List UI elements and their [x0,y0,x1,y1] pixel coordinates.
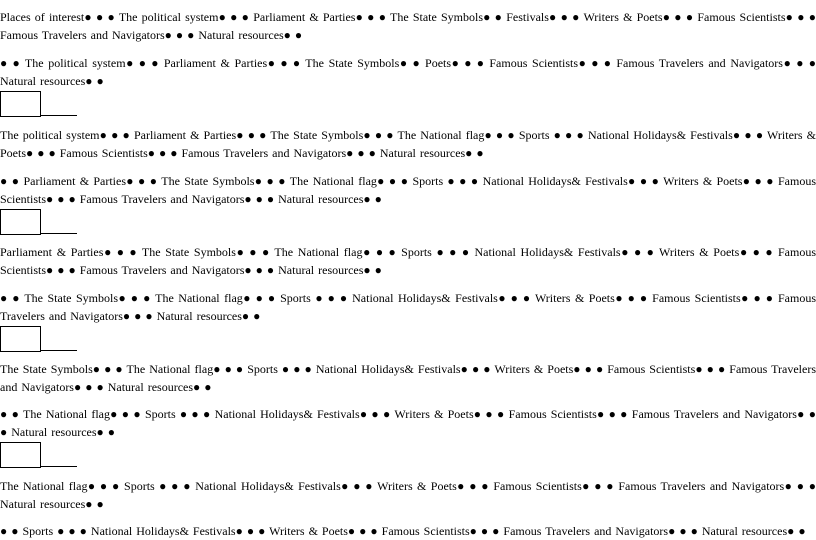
marquee-row-9: The National flag● ● ● Sports ● ● ● National Holidays& Festivals● ● ● Writers & Poets● ● ● Famous Scientists● ● ● Famous Travelers and Navigators● ● ● Natural resources● ● [0,479,816,511]
marquee-row-8: ● ● The National flag● ● ● Sports ● ● ● National Holidays& Festivals● ● ● Writers & Poets● ● ● Famous Scientists● ● ● Famous Travelers and Navigators● ● ● Natural resources● ● [0,407,816,439]
marquee-row-4: ● ● Parliament & Parties● ● ● The State Symbols● ● ● The National flag● ● ● Sports ● ● ● National Holidays& Festivals● ● ● Writers & Poets● ● ● Famous Scientists● ● ● Famous Travelers and Navigators● ● ● Natural resources● ● [0,174,816,206]
marquee-row-1: Places of interest● ● ● The political system● ● ● Parliament & Parties● ● ● The State Symbols● ● Festivals● ● ● Writers & Poets● ● ● Famous Scientists● ● ● Famous Travelers and Navigators● ● ● Natural resources● ● [0,10,816,42]
empty-table-3 [0,326,78,352]
empty-table-4 [0,442,78,468]
empty-table-2 [0,209,78,235]
marquee-row-6: ● ● The State Symbols● ● ● The National flag● ● ● Sports ● ● ● National Holidays& Festivals● ● ● Writers & Poets● ● ● Famous Scientists● ● ● Famous Travelers and Navigators● ● ● Natural resources● ● [0,291,816,323]
marquee-row-5: Parliament & Parties● ● ● The State Symbols● ● ● The National flag● ● ● Sports ● ● ● National Holidays& Festivals● ● ● Writers & Poets● ● ● Famous Scientists● ● ● Famous Travelers and Navigators● ● ● Natural resources● ● [0,245,816,277]
marquee-row-10: ● ● Sports ● ● ● National Holidays& Festivals● ● ● Writers & Poets● ● ● Famous Scientists● ● ● Famous Travelers and Navigators● ● ● Natural resources● ● [0,524,806,538]
marquee-row-7: The State Symbols● ● ● The National flag● ● ● Sports ● ● ● National Holidays& Festivals● ● ● Writers & Poets● ● ● Famous Scientists● ● ● Famous Travelers and Navigators● ● ● Natural resources● ● [0,362,816,394]
marquee-row-2: ● ● The political system● ● ● Parliament & Parties● ● ● The State Symbols● ● Poets● ● ● Famous Scientists● ● ● Famous Travelers and Navigators● ● ● Natural resources● ● [0,56,816,88]
marquee-row-3: The political system● ● ● Parliament & Parties● ● ● The State Symbols● ● ● The National flag● ● ● Sports ● ● ● National Holidays& Festivals● ● ● Writers & Poets● ● ● Famous Scientists● ● ● Famous Travelers and Navigators● ● ● Natural resources● ● [0,128,816,160]
empty-table-1 [0,91,78,117]
